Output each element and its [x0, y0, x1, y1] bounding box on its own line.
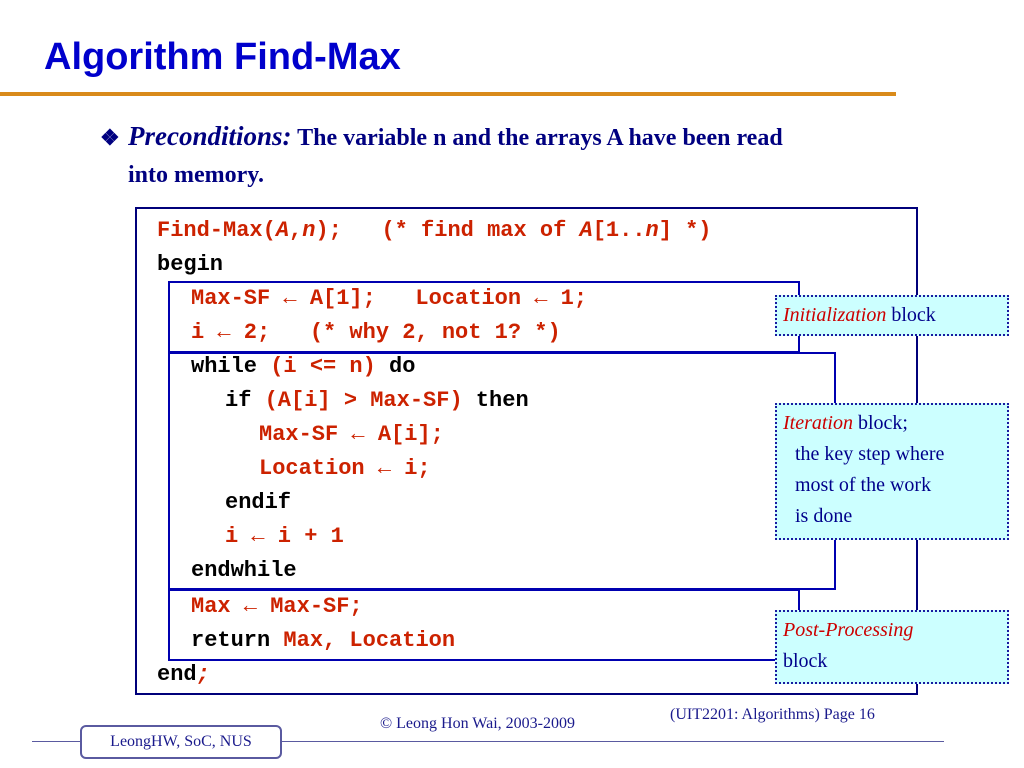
- preconditions-text: The variable n and the arrays A have been read: [291, 125, 783, 151]
- footer-page: (UIT2201: Algorithms) Page 16: [670, 706, 875, 723]
- code-line-while: while (i <= n) do: [191, 354, 416, 379]
- code-line-signature: Find-Max(A,n); (* find max of A[1..n] *): [157, 218, 712, 243]
- post-processing-note: Post-Processing block: [775, 610, 1009, 684]
- preconditions: [100, 118, 950, 194]
- code-line-assign-location: Location ← i;: [259, 456, 431, 481]
- preconditions-line-1: [100, 118, 950, 157]
- code-line-return: return Max, Location: [191, 628, 456, 653]
- footer-copyright: © Leong Hon Wai, 2003-2009: [380, 715, 575, 732]
- iteration-note: Iteration block; the key step where most of the work is done: [775, 403, 1009, 540]
- preconditions-label: Preconditions:: [128, 121, 292, 151]
- code-line-if: if (A[i] > Max-SF) then: [225, 388, 529, 413]
- code-line-init-2: i ← 2; (* why 2, not 1? *): [191, 320, 561, 345]
- code-line-endif: endif: [225, 490, 292, 515]
- footer-author: LeongHW, SoC, NUS: [80, 725, 282, 759]
- code-line-end: end;: [157, 662, 210, 687]
- code-line-begin: begin: [157, 252, 224, 277]
- code-line-increment: i ← i + 1: [225, 524, 344, 549]
- title-underline: [0, 92, 896, 96]
- initialization-note: Initialization block: [775, 295, 1009, 336]
- footer-rule-right: [282, 741, 944, 742]
- code-line-init-1: Max-SF ← A[1]; Location ← 1;: [191, 286, 588, 311]
- code-line-assign-max: Max-SF ← A[i];: [259, 422, 444, 447]
- slide-title: Algorithm Find-Max: [44, 36, 401, 78]
- code-line-max: Max ← Max-SF;: [191, 594, 363, 619]
- code-line-endwhile: endwhile: [191, 558, 297, 583]
- diamond-bullet-icon: ❖: [100, 125, 120, 150]
- preconditions-line-2: into memory.: [128, 162, 264, 188]
